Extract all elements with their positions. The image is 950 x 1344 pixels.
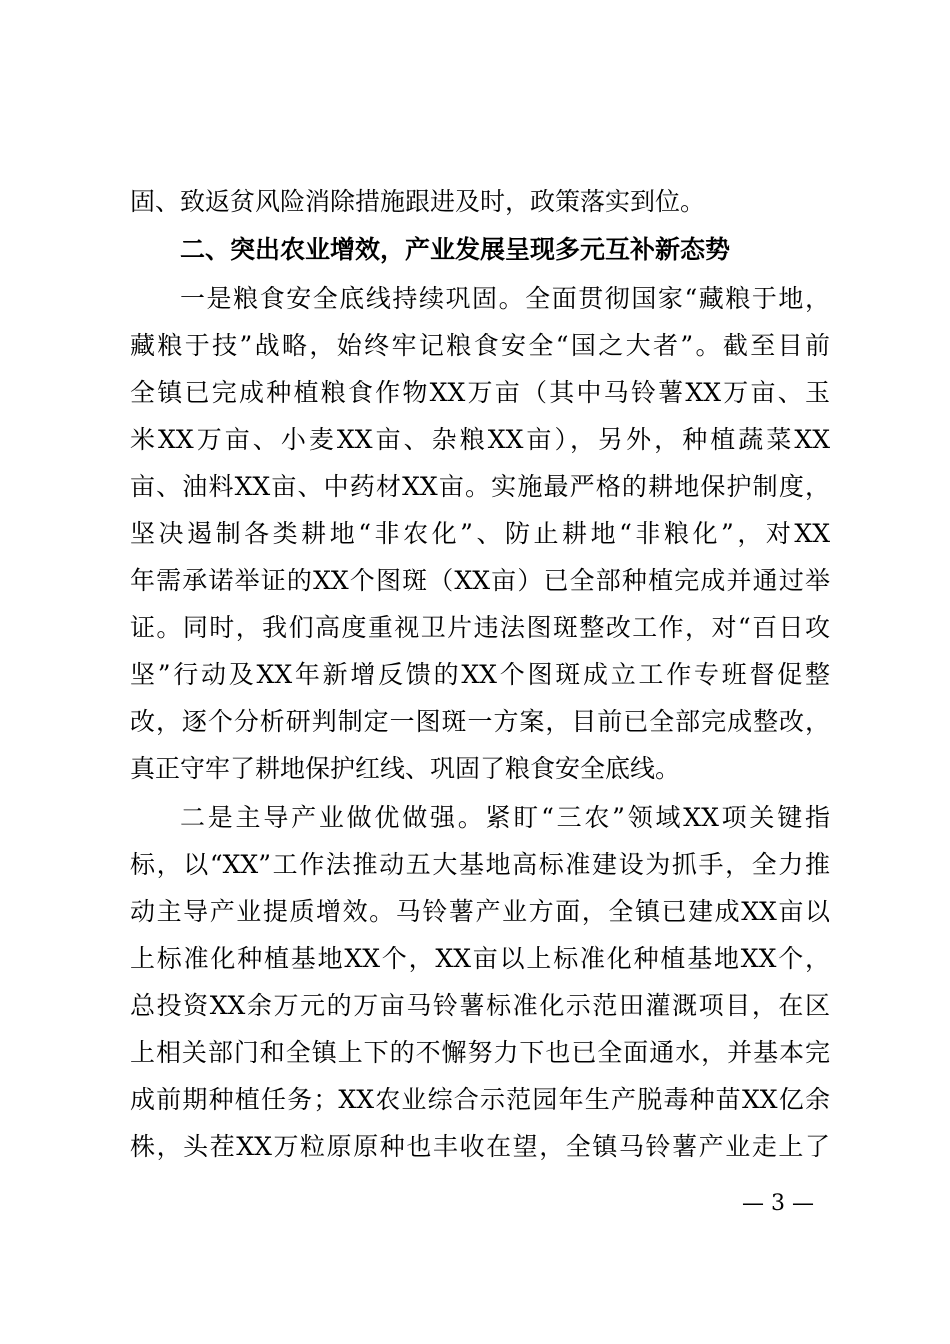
paragraph-line: 总投资XX余万元的万亩马铃薯标准化示范田灌溉项目，在区 <box>130 991 830 1020</box>
paragraph-line: 株，头茬XX万粒原原种也丰收在望，全镇马铃薯产业走上了 <box>130 1132 830 1161</box>
paragraph-line: 固、致返贫风险消除措施跟进及时，政策落实到位。 <box>130 187 706 216</box>
paragraph-line: 米XX万亩、小麦XX亩、杂粮XX亩），另外，种植蔬菜XX <box>130 425 830 454</box>
paragraph-line: 标，以“XX”工作法推动五大基地高标准建设为抓手，全力推 <box>130 850 830 879</box>
paragraph-line: 改，逐个分析研判制定一图斑一方案，目前已全部完成整改， <box>130 707 830 736</box>
paragraph-line: 年需承诺举证的XX个图斑（XX亩）已全部种植完成并通过举 <box>130 566 830 595</box>
paragraph-line: 真正守牢了耕地保护红线、巩固了粮食安全底线。 <box>130 754 681 783</box>
paragraph-line: 上标准化种植基地XX个，XX亩以上标准化种植基地XX个， <box>130 944 830 973</box>
paragraph-line: 藏粮于技”战略，始终牢记粮食安全“国之大者”。截至目前 <box>130 331 830 360</box>
paragraph-line: 上相关部门和全镇上下的不懈努力下也已全面通水，并基本完 <box>130 1038 830 1067</box>
paragraph-line: 坚决遏制各类耕地“非农化”、防止耕地“非粮化”，对XX <box>130 519 830 548</box>
paragraph-line: 全镇已完成种植粮食作物XX万亩（其中马铃薯XX万亩、玉 <box>130 378 830 407</box>
page-number: — 3 — <box>742 1191 814 1216</box>
paragraph-line: 一是粮食安全底线持续巩固。全面贯彻国家“藏粮于地， <box>180 284 830 313</box>
paragraph-line: 证。同时，我们高度重视卫片违法图斑整改工作，对“百日攻 <box>130 613 830 642</box>
paragraph-line: 成前期种植任务；XX农业综合示范园年生产脱毒种苗XX亿余 <box>130 1085 830 1114</box>
paragraph-line: 二是主导产业做优做强。紧盯“三农”领域XX项关键指 <box>180 803 830 832</box>
paragraph-line: 动主导产业提质增效。马铃薯产业方面，全镇已建成XX亩以 <box>130 897 830 926</box>
paragraph-line: 坚”行动及XX年新增反馈的XX个图斑成立工作专班督促整 <box>130 660 830 689</box>
section-heading: 二、突出农业增效，产业发展呈现多元互补新态势 <box>180 235 731 264</box>
paragraph-line: 亩、油料XX亩、中药材XX亩。实施最严格的耕地保护制度， <box>130 472 830 501</box>
